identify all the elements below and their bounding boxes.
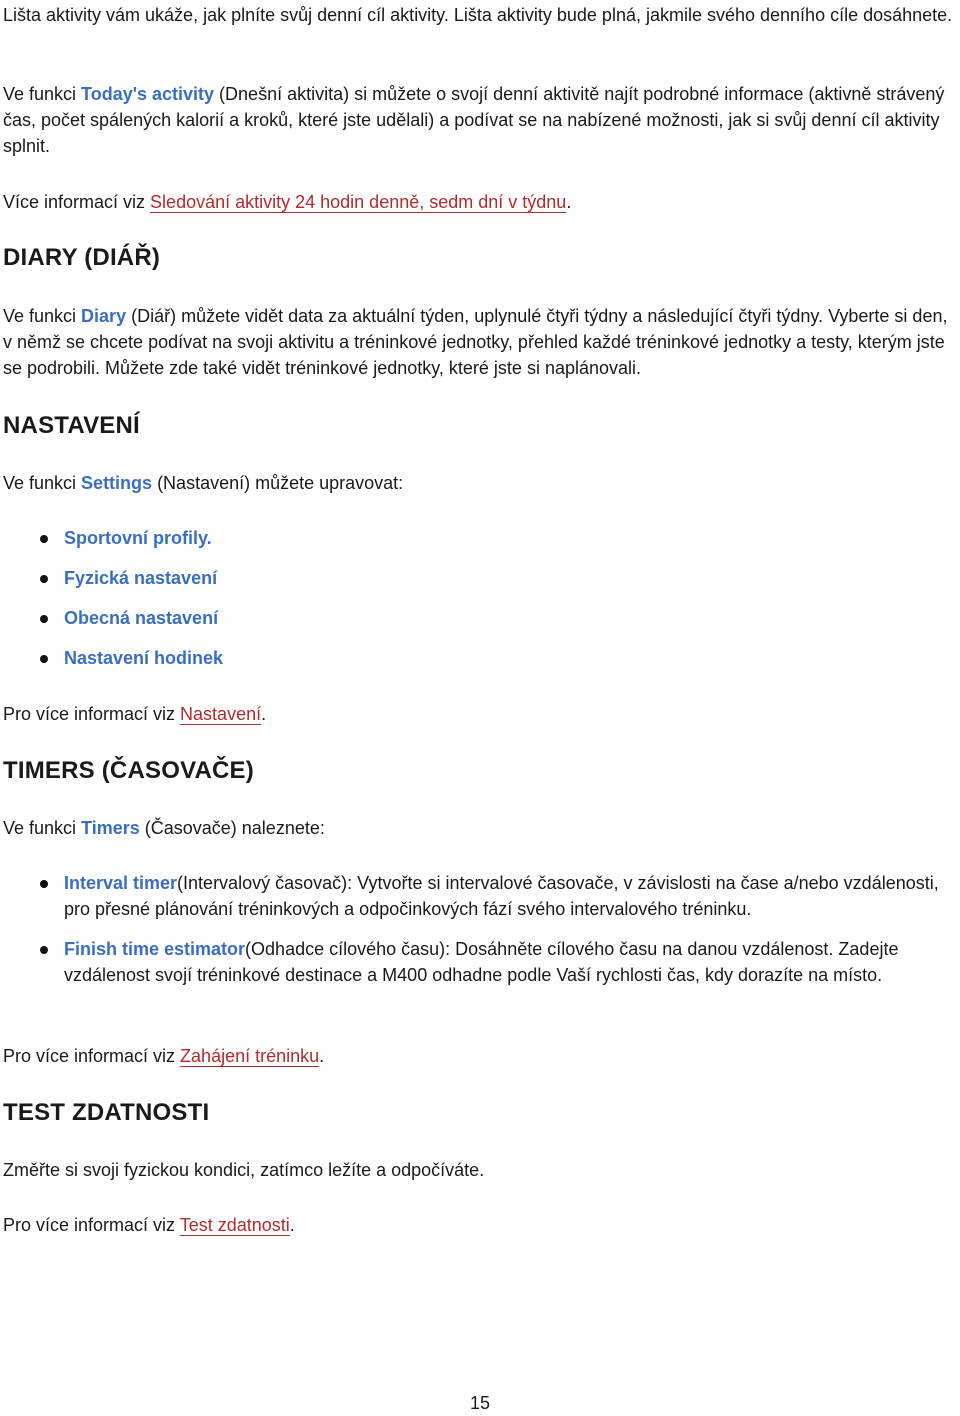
- more-info-prefix: Pro více informací viz: [3, 704, 181, 724]
- timers-list: [3, 870, 958, 988]
- heading-diary: DIARY (DIÁŘ): [3, 244, 161, 271]
- more-info-suffix: .: [289, 1215, 295, 1235]
- timer-interval-text: (Intervalový časovač): Vytvořte si intervalové časovače, v závislosti na čase a/nebo vzdálenosti, pro přesné plánování tréninkových a odpočinkových fází svého intervalového tréninku.: [64, 873, 939, 919]
- paragraph-prefix: Ve funkci: [3, 818, 82, 838]
- list-item: [3, 565, 955, 591]
- link-start-training[interactable]: Zahájení tréninku: [180, 1046, 320, 1066]
- list-item: [3, 936, 958, 988]
- more-info-suffix: .: [261, 704, 267, 724]
- more-info-prefix: Pro více informací viz: [3, 1046, 181, 1066]
- timers-paragraph: [3, 815, 955, 841]
- fitness-test-paragraph: Změřte si svoji fyzickou kondici, zatímco ležíte a odpočíváte.: [3, 1160, 485, 1180]
- paragraph-text: (Časovače) naleznete:: [139, 818, 325, 838]
- term-timers: Timers: [81, 818, 140, 838]
- settings-item-general[interactable]: Obecná nastavení: [64, 608, 219, 628]
- timer-finish-text: (Odhadce cílového času): Dosáhněte cílového času na danou vzdálenost. Zadejte vzdálenost svojí tréninkové destinace a M400 odhadne podle Vaší rychlosti čas, kdy dorazíte na místo.: [64, 939, 899, 985]
- more-info-suffix: .: [566, 192, 572, 212]
- settings-item-sport-profiles[interactable]: Sportovní profily.: [64, 528, 212, 548]
- term-diary: Diary: [81, 306, 127, 326]
- settings-item-physical[interactable]: Fyzická nastavení: [64, 568, 218, 588]
- diary-paragraph: [3, 303, 958, 381]
- term-settings: Settings: [81, 473, 153, 493]
- paragraph-text: (Nastavení) můžete upravovat:: [152, 473, 404, 493]
- settings-paragraph: [3, 470, 955, 496]
- settings-item-watch[interactable]: Nastavení hodinek: [64, 648, 224, 668]
- heading-fitness-test: TEST ZDATNOSTI: [3, 1099, 210, 1126]
- list-item: [3, 605, 955, 631]
- timer-interval[interactable]: Interval timer: [64, 873, 178, 893]
- paragraph-text: (Dnešní aktivita) si můžete o svojí denní aktivitě najít podrobné informace (aktivně strávený čas, počet spálených kalorií a kroků, které jste udělali) a podívat se na nabízené možnosti, jak si svůj denní cíl aktivity splnit.: [3, 84, 945, 156]
- heading-settings: NASTAVENÍ: [3, 412, 140, 439]
- more-info-prefix: Více informací viz: [3, 192, 151, 212]
- more-info-activity: [3, 189, 955, 215]
- page-number: 15: [469, 1393, 491, 1413]
- more-info-suffix: .: [319, 1046, 325, 1066]
- timer-finish-estimator[interactable]: Finish time estimator: [64, 939, 246, 959]
- more-info-prefix: Pro více informací viz: [3, 1215, 180, 1235]
- todays-activity-paragraph: [3, 81, 960, 159]
- more-info-fitness-test: [3, 1212, 955, 1238]
- more-info-settings: [3, 701, 955, 727]
- link-fitness-test[interactable]: Test zdatnosti: [179, 1215, 290, 1235]
- paragraph-prefix: Ve funkci: [3, 473, 82, 493]
- link-settings[interactable]: Nastavení: [180, 704, 262, 724]
- heading-timers: TIMERS (ČASOVAČE): [3, 757, 254, 784]
- link-activity-tracking[interactable]: Sledování aktivity 24 hodin denně, sedm dní v týdnu: [150, 192, 567, 212]
- settings-list: [3, 525, 955, 671]
- more-info-timers: [3, 1043, 955, 1069]
- list-item: [3, 645, 955, 671]
- list-item: [3, 870, 958, 922]
- activity-bar-paragraph: Lišta aktivity vám ukáže, jak plníte svůj denní cíl aktivity. Lišta aktivity bude plná, jakmile svého denního cíle dosáhnete.: [3, 5, 953, 25]
- paragraph-text: (Diář) můžete vidět data za aktuální týden, uplynulé čtyři týdny a následující čtyři týdny. Vyberte si den, v němž se chcete podívat na svoji aktivitu a tréninkové jednotky, přehled každé tréninkové jednotky a testy, kterým jste se podrobili. Můžete zde také vidět tréninkové jednotky, které jste si naplánovali.: [3, 306, 948, 378]
- list-item: [3, 525, 955, 551]
- term-todays-activity: Today's activity: [81, 84, 215, 104]
- paragraph-prefix: Ve funkci: [3, 84, 82, 104]
- paragraph-prefix: Ve funkci: [3, 306, 82, 326]
